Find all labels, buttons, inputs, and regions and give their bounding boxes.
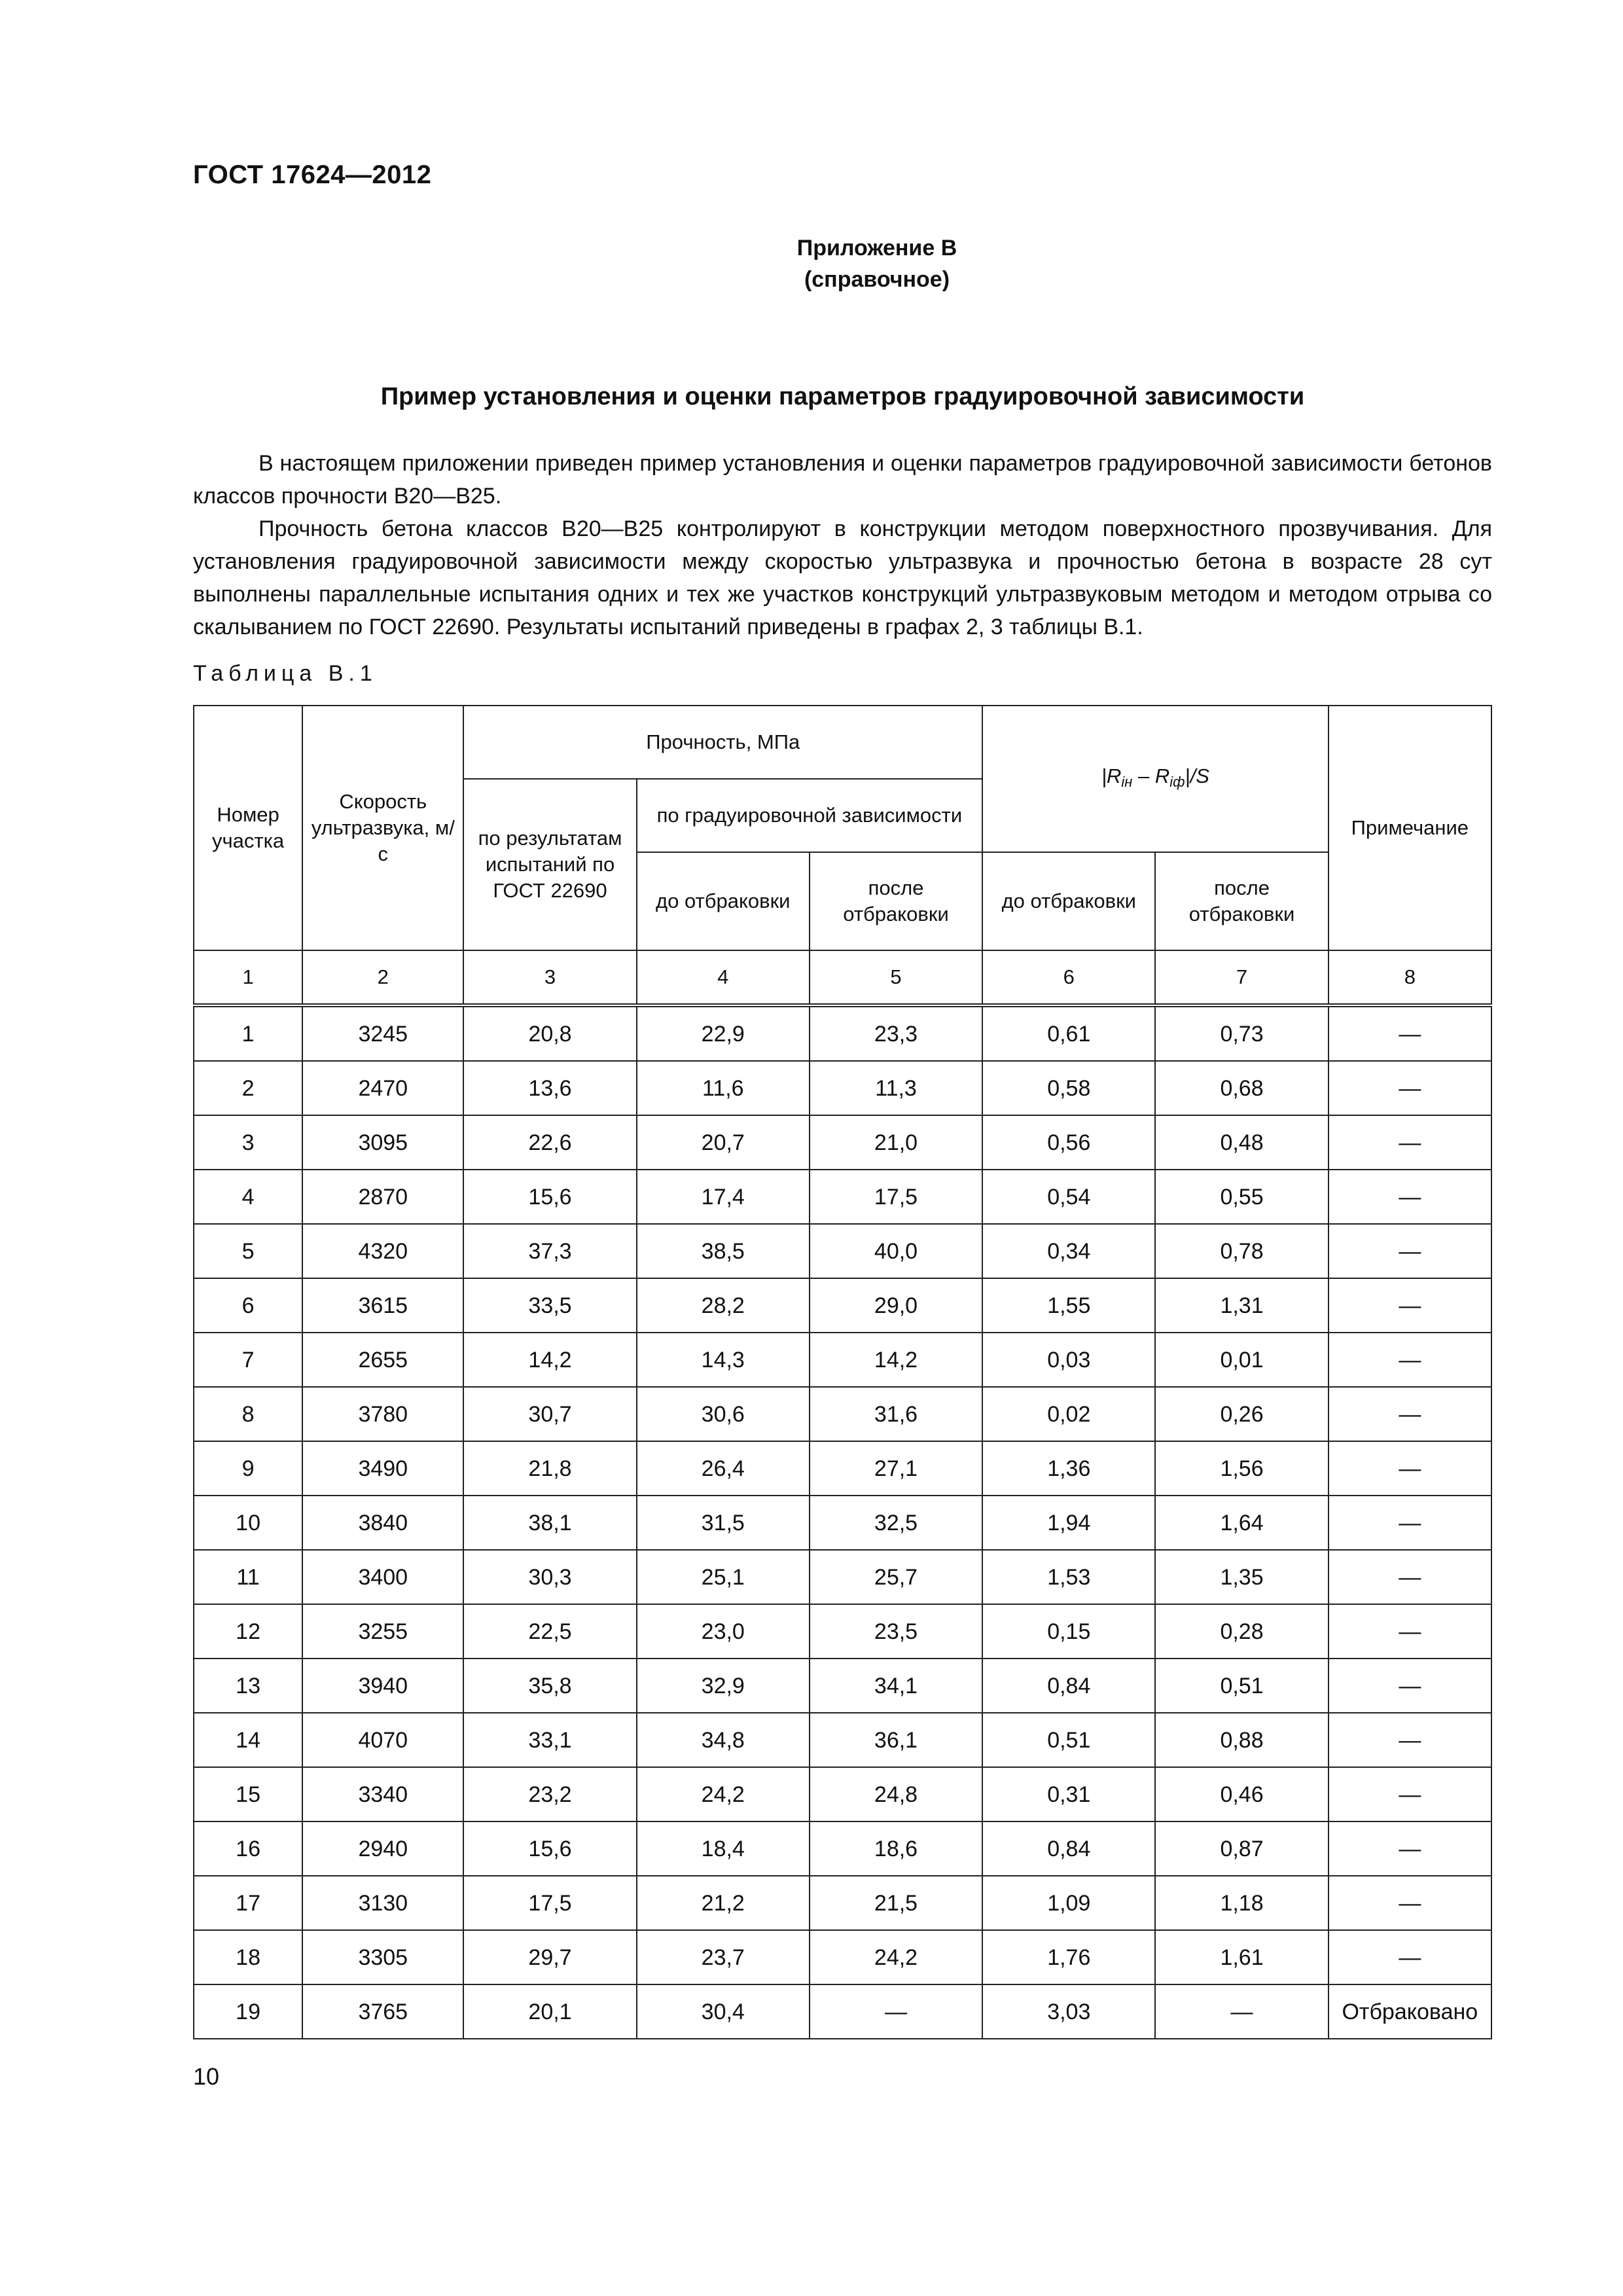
column-number: 5 xyxy=(810,950,982,1005)
table-cell: 3840 xyxy=(302,1496,463,1550)
table-cell: — xyxy=(1155,1984,1328,2039)
table-cell: 16 xyxy=(194,1821,302,1876)
table-cell: 2470 xyxy=(302,1061,463,1115)
table-cell: 30,4 xyxy=(637,1984,810,2039)
table-cell: 0,48 xyxy=(1155,1115,1328,1170)
table-cell: 3245 xyxy=(302,1005,463,1061)
table-row xyxy=(194,1387,1491,1441)
table-row xyxy=(194,1333,1491,1387)
table-cell: 1,35 xyxy=(1155,1550,1328,1604)
table-row xyxy=(194,1821,1491,1876)
table-cell: 11,6 xyxy=(637,1061,810,1115)
table-cell: 10 xyxy=(194,1496,302,1550)
table-row xyxy=(194,1224,1491,1278)
table-cell: — xyxy=(1329,1278,1491,1333)
table-cell: 21,2 xyxy=(637,1876,810,1930)
table-cell: — xyxy=(1329,1496,1491,1550)
table-cell: 32,9 xyxy=(637,1659,810,1713)
table-cell: — xyxy=(1329,1550,1491,1604)
column-number: 2 xyxy=(302,950,463,1005)
table-cell: 1,18 xyxy=(1155,1876,1328,1930)
table-cell: 3340 xyxy=(302,1767,463,1821)
table-cell: 0,78 xyxy=(1155,1224,1328,1278)
table-cell: 17 xyxy=(194,1876,302,1930)
table-cell: 11 xyxy=(194,1550,302,1604)
table-cell: 30,6 xyxy=(637,1387,810,1441)
table-cell: 36,1 xyxy=(810,1713,982,1767)
table-cell: 4070 xyxy=(302,1713,463,1767)
table-cell: 37,3 xyxy=(463,1224,636,1278)
table-cell: 40,0 xyxy=(810,1224,982,1278)
table-cell: 18,4 xyxy=(637,1821,810,1876)
table-cell: 0,58 xyxy=(982,1061,1155,1115)
table-body xyxy=(194,1005,1491,2039)
table-cell: 1 xyxy=(194,1005,302,1061)
intro-text xyxy=(193,447,1492,643)
table-cell: 18 xyxy=(194,1930,302,1984)
table-cell: 0,88 xyxy=(1155,1713,1328,1767)
table-cell: Отбраковано xyxy=(1329,1984,1491,2039)
table-row xyxy=(194,1659,1491,1713)
table-cell: 17,5 xyxy=(463,1876,636,1930)
table-row xyxy=(194,1170,1491,1224)
table-cell: — xyxy=(1329,1441,1491,1496)
table-row xyxy=(194,1441,1491,1496)
ratio-part: |R xyxy=(1101,764,1122,787)
header-by-dependency: по градуировочной зависимости xyxy=(637,779,983,852)
table-cell: — xyxy=(1329,1061,1491,1115)
table-cell: — xyxy=(1329,1876,1491,1930)
table-cell: 3,03 xyxy=(982,1984,1155,2039)
table-cell: 14,2 xyxy=(463,1333,636,1387)
table-row xyxy=(194,1550,1491,1604)
table-cell: 21,5 xyxy=(810,1876,982,1930)
table-cell: 18,6 xyxy=(810,1821,982,1876)
table-cell: 1,53 xyxy=(982,1550,1155,1604)
table-cell: 1,55 xyxy=(982,1278,1155,1333)
table-cell: 3780 xyxy=(302,1387,463,1441)
table-cell: 0,87 xyxy=(1155,1821,1328,1876)
table-cell: 1,09 xyxy=(982,1876,1155,1930)
header-ratio xyxy=(982,706,1329,852)
table-cell: 0,31 xyxy=(982,1767,1155,1821)
table-cell: 0,51 xyxy=(982,1713,1155,1767)
table-cell: 30,3 xyxy=(463,1550,636,1604)
table-cell: 0,34 xyxy=(982,1224,1155,1278)
table-cell: 14,2 xyxy=(810,1333,982,1387)
table-cell: 23,2 xyxy=(463,1767,636,1821)
table-cell: 15,6 xyxy=(463,1821,636,1876)
table-cell: 21,0 xyxy=(810,1115,982,1170)
table-row xyxy=(194,1115,1491,1170)
table-cell: 35,8 xyxy=(463,1659,636,1713)
table-cell: 25,7 xyxy=(810,1550,982,1604)
table-cell: 7 xyxy=(194,1333,302,1387)
table-cell: 17,4 xyxy=(637,1170,810,1224)
column-number: 8 xyxy=(1329,950,1491,1005)
header-by-tests: по результатам испытаний по ГОСТ 22690 xyxy=(463,779,636,950)
document-code: ГОСТ 17624—2012 xyxy=(193,160,432,189)
table-cell: — xyxy=(1329,1387,1491,1441)
table-cell: 20,1 xyxy=(463,1984,636,2039)
table-cell: 13,6 xyxy=(463,1061,636,1115)
table-cell: 1,76 xyxy=(982,1930,1155,1984)
table-row xyxy=(194,1604,1491,1659)
table-cell: 3765 xyxy=(302,1984,463,2039)
table-cell: 19 xyxy=(194,1984,302,2039)
table-row xyxy=(194,1984,1491,2039)
table-cell: — xyxy=(1329,1767,1491,1821)
table-cell: 24,8 xyxy=(810,1767,982,1821)
table-row xyxy=(194,1005,1491,1061)
table-cell: 0,03 xyxy=(982,1333,1155,1387)
table-cell: 23,7 xyxy=(637,1930,810,1984)
table-cell: 3615 xyxy=(302,1278,463,1333)
table-cell: 0,28 xyxy=(1155,1604,1328,1659)
table-row xyxy=(194,1278,1491,1333)
table-cell: 23,5 xyxy=(810,1604,982,1659)
table-cell: — xyxy=(1329,1659,1491,1713)
table-cell: 29,0 xyxy=(810,1278,982,1333)
table-cell: — xyxy=(1329,1604,1491,1659)
table-cell: 0,54 xyxy=(982,1170,1155,1224)
table-cell: 3 xyxy=(194,1115,302,1170)
table-cell: 0,61 xyxy=(982,1005,1155,1061)
table-cell: 0,55 xyxy=(1155,1170,1328,1224)
table-cell: 25,1 xyxy=(637,1550,810,1604)
table-cell: 24,2 xyxy=(637,1767,810,1821)
header-speed: Скорость ультразвука, м/с xyxy=(302,706,463,950)
table-cell: 34,8 xyxy=(637,1713,810,1767)
table-cell: 4 xyxy=(194,1170,302,1224)
table-cell: 13 xyxy=(194,1659,302,1713)
table-cell: 0,68 xyxy=(1155,1061,1328,1115)
intro-paragraph: В настоящем приложении приведен пример установления и оценки параметров градуировочной зависимости бетонов классов прочности В20—В25. xyxy=(193,451,1492,509)
table-cell: 5 xyxy=(194,1224,302,1278)
ratio-subscript: iн xyxy=(1121,773,1133,790)
table-cell: — xyxy=(1329,1930,1491,1984)
column-number: 1 xyxy=(194,950,302,1005)
table-cell: 0,01 xyxy=(1155,1333,1328,1387)
table-cell: 1,94 xyxy=(982,1496,1155,1550)
ratio-part: |/S xyxy=(1185,764,1209,787)
table-row xyxy=(194,1767,1491,1821)
table-cell: 29,7 xyxy=(463,1930,636,1984)
header-before-cull: до отбраковки xyxy=(982,852,1155,950)
table-row xyxy=(194,1876,1491,1930)
table-cell: — xyxy=(1329,1115,1491,1170)
table-cell: 21,8 xyxy=(463,1441,636,1496)
table-cell: 22,6 xyxy=(463,1115,636,1170)
table-cell: 26,4 xyxy=(637,1441,810,1496)
table-row xyxy=(194,1496,1491,1550)
table-cell: 8 xyxy=(194,1387,302,1441)
table-cell: 11,3 xyxy=(810,1061,982,1115)
column-number: 6 xyxy=(982,950,1155,1005)
table-cell: 0,26 xyxy=(1155,1387,1328,1441)
table-cell: 3400 xyxy=(302,1550,463,1604)
table-cell: 22,9 xyxy=(637,1005,810,1061)
table-cell: — xyxy=(810,1984,982,2039)
table-cell: 30,7 xyxy=(463,1387,636,1441)
results-table xyxy=(193,705,1492,2039)
table-cell: 14 xyxy=(194,1713,302,1767)
table-cell: 38,5 xyxy=(637,1224,810,1278)
table-cell: 3095 xyxy=(302,1115,463,1170)
table-cell: 22,5 xyxy=(463,1604,636,1659)
appendix-subtitle: (справочное) xyxy=(804,267,950,292)
table-cell: — xyxy=(1329,1005,1491,1061)
table-cell: 34,1 xyxy=(810,1659,982,1713)
table-cell: 15 xyxy=(194,1767,302,1821)
table-cell: 33,5 xyxy=(463,1278,636,1333)
table-cell: 0,73 xyxy=(1155,1005,1328,1061)
table-cell: 0,02 xyxy=(982,1387,1155,1441)
header-after-cull: после отбраковки xyxy=(810,852,982,950)
table-cell: 3305 xyxy=(302,1930,463,1984)
ratio-part: – R xyxy=(1132,764,1170,787)
table-cell: 3490 xyxy=(302,1441,463,1496)
table-cell: 17,5 xyxy=(810,1170,982,1224)
table-cell: 2 xyxy=(194,1061,302,1115)
table-cell: — xyxy=(1329,1821,1491,1876)
table-cell: 1,61 xyxy=(1155,1930,1328,1984)
table-cell: 20,8 xyxy=(463,1005,636,1061)
table-cell: 1,36 xyxy=(982,1441,1155,1496)
table-cell: 33,1 xyxy=(463,1713,636,1767)
table-cell: 3255 xyxy=(302,1604,463,1659)
table-cell: — xyxy=(1329,1333,1491,1387)
table-cell: 4320 xyxy=(302,1224,463,1278)
section-title: Пример установления и оценки параметров градуировочной зависимости xyxy=(380,383,1305,410)
header-note: Примечание xyxy=(1329,706,1491,950)
table-row xyxy=(194,1061,1491,1115)
table-cell: 0,84 xyxy=(982,1821,1155,1876)
header-section-number: Номер участка xyxy=(194,706,302,950)
table-cell: 24,2 xyxy=(810,1930,982,1984)
table-cell: 28,2 xyxy=(637,1278,810,1333)
table-cell: 27,1 xyxy=(810,1441,982,1496)
column-number-row xyxy=(194,950,1491,1005)
column-number: 4 xyxy=(637,950,810,1005)
intro-paragraph: Прочность бетона классов В20—В25 контролируют в конструкции методом поверхностного прозвучивания. Для установления градуировочной зависимости между скоростью ультразвука и прочностью бетона в возрасте 28 сут выполнены параллельные испытания одних и тех же участков конструкций ультразвуковым методом и методом отрыва со скалыванием по ГОСТ 22690. Результаты испытаний приведены в графах 2, 3 таблицы В.1. xyxy=(193,516,1492,639)
header-before-cull: до отбраковки xyxy=(637,852,810,950)
header-after-cull: после отбраковки xyxy=(1155,852,1328,950)
table-cell: 23,0 xyxy=(637,1604,810,1659)
table-cell: 0,46 xyxy=(1155,1767,1328,1821)
table-cell: 15,6 xyxy=(463,1170,636,1224)
table-cell: — xyxy=(1329,1713,1491,1767)
table-cell: 1,64 xyxy=(1155,1496,1328,1550)
table-cell: 2870 xyxy=(302,1170,463,1224)
header-strength: Прочность, МПа xyxy=(463,706,982,779)
table-cell: 3130 xyxy=(302,1876,463,1930)
table-cell: 2655 xyxy=(302,1333,463,1387)
table-cell: 3940 xyxy=(302,1659,463,1713)
table-cell: 6 xyxy=(194,1278,302,1333)
column-number: 3 xyxy=(463,950,636,1005)
table-cell: 1,31 xyxy=(1155,1278,1328,1333)
column-number: 7 xyxy=(1155,950,1328,1005)
table-cell: 2940 xyxy=(302,1821,463,1876)
table-cell: 38,1 xyxy=(463,1496,636,1550)
table-row xyxy=(194,1930,1491,1984)
table-cell: 0,56 xyxy=(982,1115,1155,1170)
table-cell: 14,3 xyxy=(637,1333,810,1387)
appendix-heading xyxy=(0,232,1623,295)
table-cell: 23,3 xyxy=(810,1005,982,1061)
table-cell: 0,15 xyxy=(982,1604,1155,1659)
ratio-subscript: iф xyxy=(1169,773,1185,790)
table-cell: 31,6 xyxy=(810,1387,982,1441)
table-cell: 20,7 xyxy=(637,1115,810,1170)
table-cell: 0,84 xyxy=(982,1659,1155,1713)
table-cell: 12 xyxy=(194,1604,302,1659)
table-cell: 9 xyxy=(194,1441,302,1496)
table-cell: — xyxy=(1329,1224,1491,1278)
table-cell: 32,5 xyxy=(810,1496,982,1550)
table-row xyxy=(194,1713,1491,1767)
page-number: 10 xyxy=(193,2063,220,2090)
table-cell: — xyxy=(1329,1170,1491,1224)
table-cell: 1,56 xyxy=(1155,1441,1328,1496)
table-cell: 31,5 xyxy=(637,1496,810,1550)
table-caption: Таблица В.1 xyxy=(193,661,378,686)
appendix-title: Приложение В xyxy=(796,236,957,260)
table-cell: 0,51 xyxy=(1155,1659,1328,1713)
